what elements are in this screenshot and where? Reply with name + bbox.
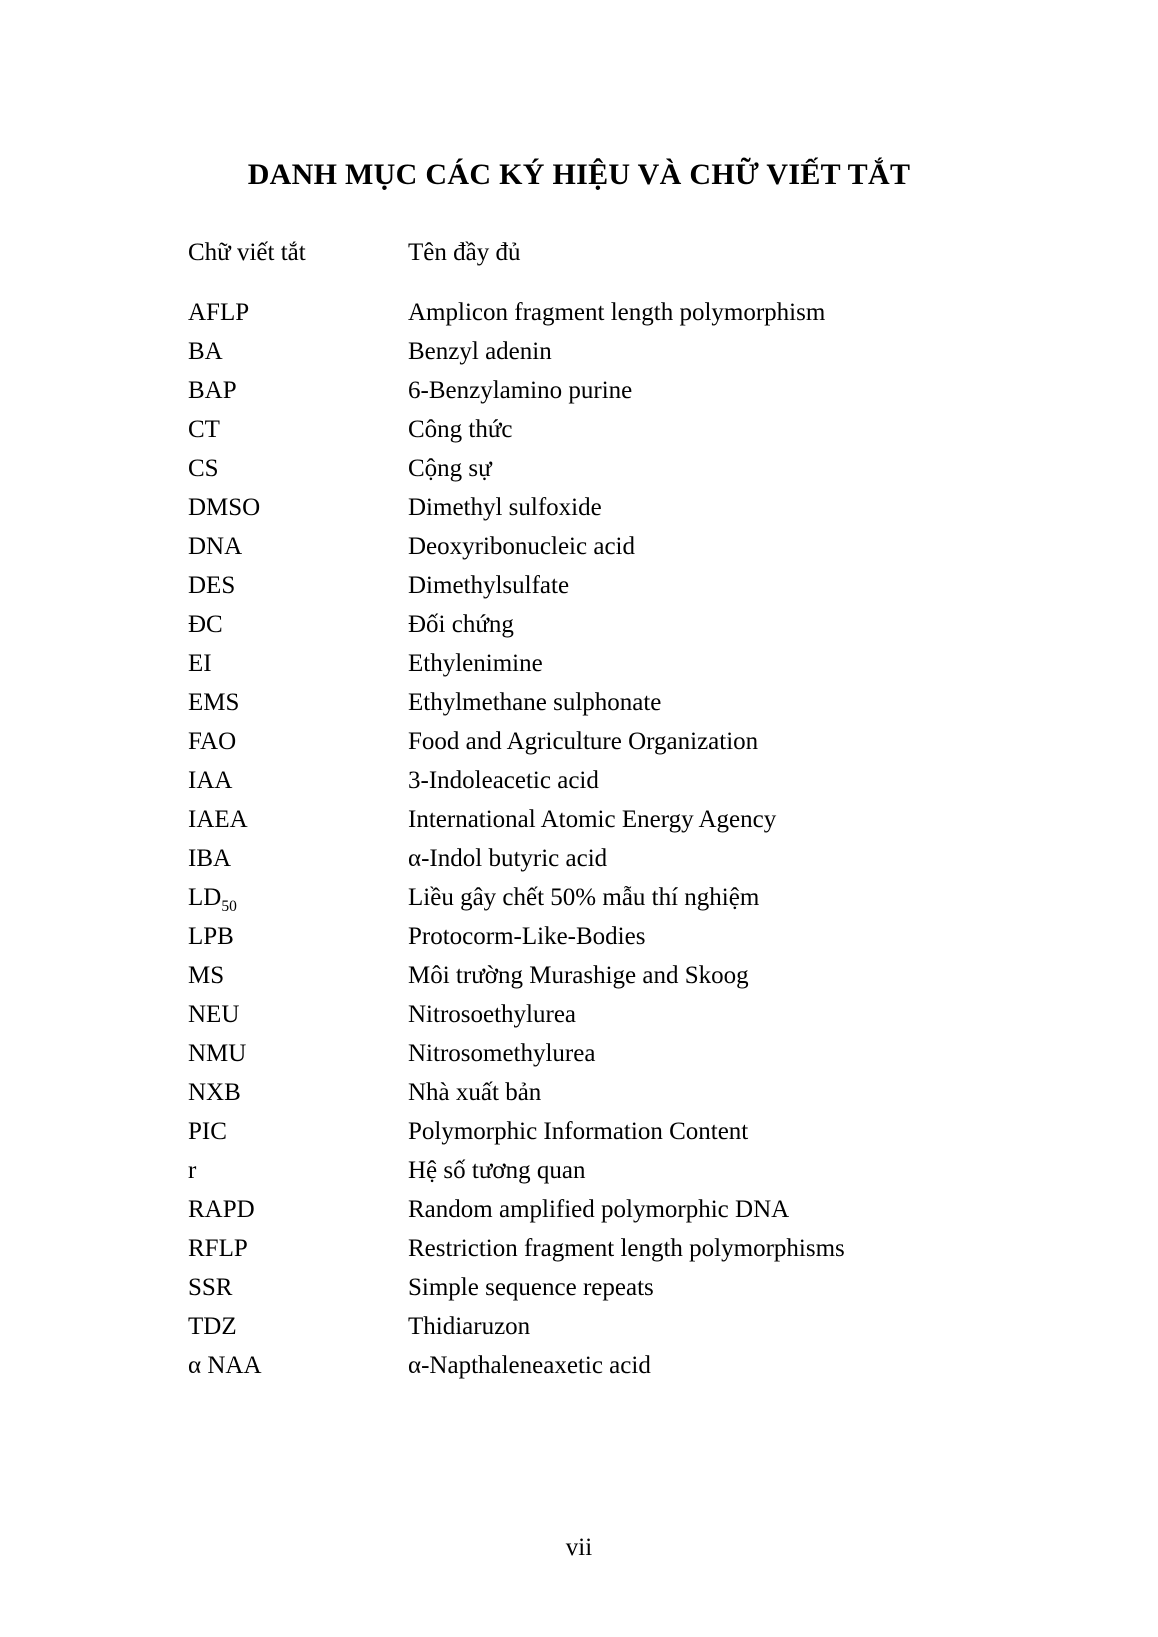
full-name-cell: Random amplified polymorphic DNA <box>408 1196 790 1223</box>
abbreviation-cell: CS <box>188 455 219 482</box>
full-name-cell: Deoxyribonucleic acid <box>408 533 635 560</box>
abbreviation-cell: α NAA <box>188 1352 262 1379</box>
abbreviation-cell: SSR <box>188 1274 233 1301</box>
abbreviation-cell: AFLP <box>188 299 250 326</box>
abbreviation-cell: BAP <box>188 377 237 404</box>
full-name-cell: Môi trường Murashige and Skoog <box>408 962 749 989</box>
full-name-cell: Restriction fragment length polymorphisms <box>408 1235 845 1262</box>
abbreviation-cell: CT <box>188 416 220 443</box>
full-name-cell: Nitrosomethylurea <box>408 1040 596 1067</box>
table-row <box>188 761 1068 800</box>
table-row <box>188 566 1068 605</box>
abbreviation-cell: r <box>188 1157 197 1184</box>
full-name-cell: Protocorm-Like-Bodies <box>408 923 646 950</box>
abbreviation-cell: DMSO <box>188 494 261 521</box>
full-name-cell: α-Indol butyric acid <box>408 845 608 872</box>
table-header-row <box>188 233 1068 272</box>
full-name-cell: Thidiaruzon <box>408 1313 531 1340</box>
table-row <box>188 995 1068 1034</box>
table-row <box>188 371 1068 410</box>
table-row <box>188 800 1068 839</box>
abbreviation-cell: BA <box>188 338 223 365</box>
table-row <box>188 1229 1068 1268</box>
table-row <box>188 449 1068 488</box>
abbreviation-table <box>188 233 1068 1385</box>
full-name-cell: 6-Benzylamino purine <box>408 377 633 404</box>
table-row <box>188 488 1068 527</box>
table-row <box>188 956 1068 995</box>
table-row <box>188 917 1068 956</box>
table-row <box>188 410 1068 449</box>
full-name-cell: Simple sequence repeats <box>408 1274 654 1301</box>
table-row <box>188 839 1068 878</box>
table-row <box>188 1268 1068 1307</box>
abbreviation-cell: DNA <box>188 533 243 560</box>
table-row <box>188 878 1068 917</box>
table-row <box>188 644 1068 683</box>
abbreviation-cell: NEU <box>188 1001 240 1028</box>
abbreviation-cell: DES <box>188 572 236 599</box>
abbreviation-cell: LPB <box>188 923 234 950</box>
full-name-cell: Food and Agriculture Organization <box>408 728 759 755</box>
full-name-cell: Polymorphic Information Content <box>408 1118 749 1145</box>
table-row <box>188 1307 1068 1346</box>
abbreviation-cell: EI <box>188 650 212 677</box>
table-row <box>188 1346 1068 1385</box>
page-title: DANH MỤC CÁC KÝ HIỆU VÀ CHỮ VIẾT TẮT <box>247 158 911 191</box>
table-row <box>188 332 1068 371</box>
full-name-cell: Ethylenimine <box>408 650 543 677</box>
table-row <box>188 1073 1068 1112</box>
full-name-cell: Liều gây chết 50% mẫu thí nghiệm <box>408 884 760 911</box>
abbreviation-cell: FAO <box>188 728 237 755</box>
abbreviation-cell: IAA <box>188 767 233 794</box>
abbreviation-cell: $LD_{50}$ <box>188 884 237 915</box>
page-number: vii <box>565 1534 593 1561</box>
abbreviation-cell: RFLP <box>188 1235 248 1262</box>
full-name-cell: Công thức <box>408 416 513 443</box>
table-row <box>188 1112 1068 1151</box>
abbreviation-cell: EMS <box>188 689 240 716</box>
abbreviation-cell: RAPD <box>188 1196 255 1223</box>
full-name-cell: Ethylmethane sulphonate <box>408 689 662 716</box>
table-row <box>188 293 1068 332</box>
abbreviation-cell: PIC <box>188 1118 227 1145</box>
abbreviation-cell: NXB <box>188 1079 241 1106</box>
full-name-cell: Đối chứng <box>408 611 514 638</box>
full-name-cell: α-Napthaleneaxetic acid <box>408 1352 651 1379</box>
full-name-cell: Dimethylsulfate <box>408 572 570 599</box>
abbreviation-rows <box>188 293 1068 1385</box>
abbreviation-subscript: 50 <box>221 898 237 915</box>
full-name-cell: Benzyl adenin <box>408 338 552 365</box>
full-name-cell: Cộng sự <box>408 455 492 482</box>
abbreviation-cell: NMU <box>188 1040 247 1067</box>
full-name-cell: Hệ số tương quan <box>408 1157 586 1184</box>
full-name-cell: Dimethyl sulfoxide <box>408 494 602 521</box>
abbreviation-cell: IAEA <box>188 806 248 833</box>
table-row <box>188 605 1068 644</box>
abbreviation-cell: MS <box>188 962 225 989</box>
full-name-cell: 3-Indoleacetic acid <box>408 767 599 794</box>
abbreviation-cell: TDZ <box>188 1313 237 1340</box>
full-name-cell: Nitrosoethylurea <box>408 1001 577 1028</box>
column-header-full-name: Tên đầy đủ <box>408 239 521 266</box>
table-row <box>188 1034 1068 1073</box>
column-header-abbreviation: Chữ viết tắt <box>188 239 306 266</box>
full-name-cell: Nhà xuất bản <box>408 1079 542 1106</box>
abbreviation-cell: ĐC <box>188 611 223 638</box>
full-name-cell: International Atomic Energy Agency <box>408 806 777 833</box>
table-row <box>188 1190 1068 1229</box>
abbreviation-cell: IBA <box>188 845 232 872</box>
table-row <box>188 1151 1068 1190</box>
table-row <box>188 527 1068 566</box>
table-row <box>188 722 1068 761</box>
table-row <box>188 683 1068 722</box>
full-name-cell: Amplicon fragment length polymorphism <box>408 299 826 326</box>
